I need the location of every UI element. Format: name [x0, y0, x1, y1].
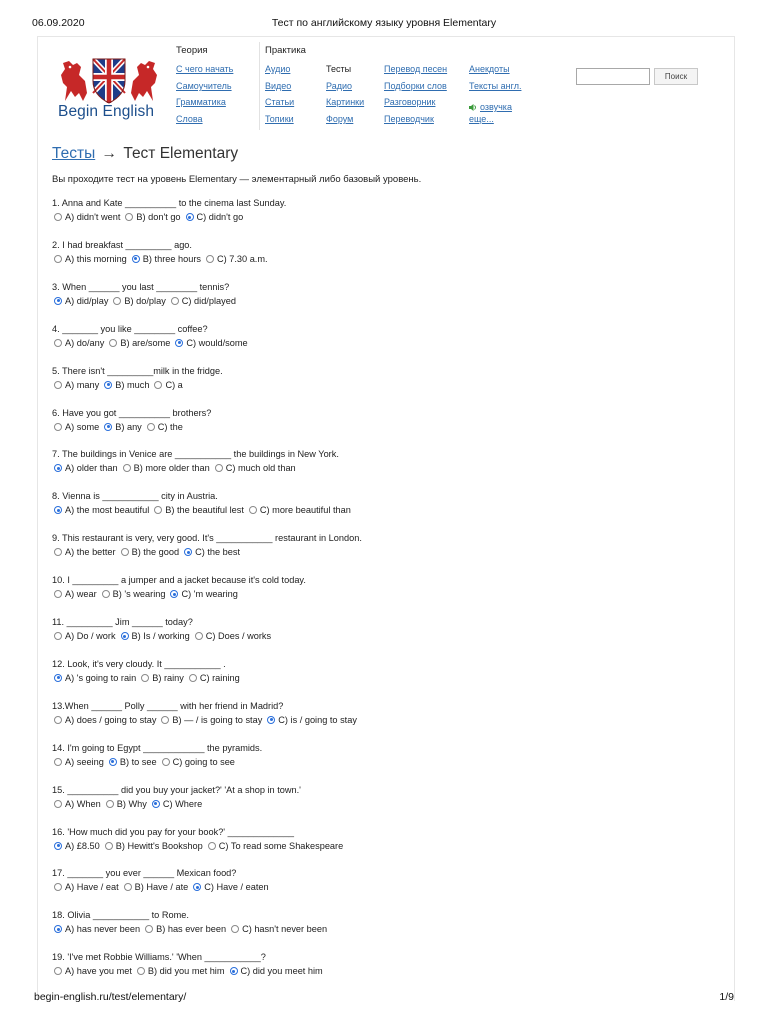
radio-selected[interactable]: [132, 255, 140, 263]
answer-option-label: A) older than: [65, 463, 118, 474]
answer-option-label: C) didn't go: [196, 212, 244, 222]
answer-options: [54, 631, 276, 641]
answer-option[interactable]: [104, 380, 149, 390]
answer-options: [54, 841, 348, 851]
answer-option-label: C) hasn't never been: [242, 924, 328, 935]
radio-selected[interactable]: [186, 213, 194, 221]
print-footer: [34, 991, 734, 1005]
nav-voiceover[interactable]: [469, 97, 512, 115]
answer-option[interactable]: [267, 715, 357, 725]
nav-link-more[interactable]: еще...: [469, 114, 494, 124]
answer-option[interactable]: [104, 422, 142, 432]
print-url: begin-english.ru/test/elementary/: [34, 991, 187, 1003]
nav-link-grammar[interactable]: Грамматика: [176, 97, 226, 107]
answer-options: [54, 882, 274, 892]
answer-option[interactable]: [54, 799, 101, 809]
answer-option-label: A) do/any: [65, 337, 105, 348]
answer-option-label: C) 7.30 a.m.: [217, 253, 268, 264]
answer-options: [54, 338, 253, 348]
answer-option[interactable]: [230, 966, 323, 976]
answer-option-label: C) the: [157, 421, 183, 432]
radio-selected[interactable]: [54, 464, 62, 472]
answer-option-label: C) did you meet him: [240, 966, 323, 977]
radio-unselected[interactable]: [54, 381, 62, 389]
nav-link-forum[interactable]: Форум: [326, 114, 354, 124]
print-header: [32, 17, 736, 31]
search-button[interactable]: Поиск: [654, 68, 698, 85]
answer-option[interactable]: [154, 380, 182, 390]
answer-option[interactable]: [231, 924, 327, 934]
answer-option-label: A) many: [65, 379, 100, 390]
radio-unselected[interactable]: [125, 213, 133, 221]
radio-unselected[interactable]: [106, 800, 114, 808]
question-text: 6. Have you got __________ brothers?: [52, 407, 212, 418]
question-text: 9. This restaurant is very, very good. It's ___________ restaurant in London.: [52, 533, 362, 544]
answer-option[interactable]: [206, 254, 268, 264]
answer-option-label: B) — / is going to stay: [172, 714, 263, 725]
question-text: 15. __________ did you buy your jacket?' 'At a shop in town.': [52, 784, 301, 795]
radio-unselected[interactable]: [154, 506, 162, 514]
answer-option[interactable]: [162, 757, 235, 767]
radio-unselected[interactable]: [124, 883, 132, 891]
answer-option[interactable]: [152, 799, 202, 809]
answer-options: [54, 757, 240, 767]
answer-option[interactable]: [195, 631, 271, 641]
page-title: Тест Elementary: [123, 145, 239, 162]
radio-unselected[interactable]: [171, 297, 179, 305]
answer-option-label: B) the good: [131, 547, 180, 558]
nav-link-tests[interactable]: Тесты: [326, 64, 352, 74]
radio-selected[interactable]: [121, 632, 129, 640]
answer-option[interactable]: [54, 924, 140, 934]
answer-options: [54, 505, 356, 515]
answer-option[interactable]: [121, 547, 180, 557]
answer-option[interactable]: [113, 296, 165, 306]
question-text: 13.When ______ Polly ______ with her friend in Madrid?: [52, 700, 284, 711]
nav-link-video[interactable]: Видео: [265, 81, 292, 91]
answer-option-label: A) has never been: [65, 924, 141, 935]
answer-option[interactable]: [54, 380, 99, 390]
print-date: 06.09.2020: [32, 17, 85, 29]
answer-option-label: A) £8.50: [65, 840, 100, 851]
question-text: 7. The buildings in Venice are ___________ the buildings in New York.: [52, 449, 339, 460]
radio-unselected[interactable]: [208, 842, 216, 850]
print-title: Тест по английскому языку уровня Elementary: [271, 17, 497, 29]
nav-heading-theory: Теория: [176, 45, 208, 56]
breadcrumb: [52, 145, 238, 163]
nav-link-pictures[interactable]: Картинки: [326, 97, 365, 107]
answer-option[interactable]: [137, 966, 225, 976]
answer-option[interactable]: [54, 505, 149, 515]
answer-option[interactable]: [147, 422, 183, 432]
answer-option-label: B) more older than: [133, 463, 210, 474]
answer-option-label: C) is / going to stay: [278, 714, 357, 725]
nav-link-english-texts[interactable]: Тексты англ.: [469, 81, 522, 91]
answer-option-label: A) When: [65, 798, 101, 809]
answer-options: [54, 799, 207, 809]
answer-option-label: C) 'm wearing: [181, 589, 238, 600]
radio-selected[interactable]: [104, 381, 112, 389]
answer-option-label: A) have you met: [65, 966, 132, 977]
answer-option[interactable]: [105, 841, 203, 851]
answer-option-label: B) are/some: [120, 337, 171, 348]
answer-option[interactable]: [123, 463, 210, 473]
logo-text: Begin English: [58, 103, 155, 120]
question-text: 8. Vienna is ___________ city in Austria.: [52, 491, 218, 502]
radio-unselected[interactable]: [249, 506, 257, 514]
nav-link-self-study[interactable]: Самоучитель: [176, 81, 232, 91]
radio-selected[interactable]: [230, 967, 238, 975]
answer-option[interactable]: [154, 505, 244, 515]
radio-selected[interactable]: [54, 842, 62, 850]
answer-options: [54, 547, 245, 557]
nav-link-song-translation[interactable]: Перевод песен: [384, 64, 448, 74]
answer-option[interactable]: [54, 338, 104, 348]
answer-option-label: C) Where: [162, 798, 203, 809]
answer-option[interactable]: [102, 589, 166, 599]
lions-flag-emblem-icon: [57, 53, 161, 105]
answer-option-label: C) Have / eaten: [204, 882, 269, 893]
answer-option[interactable]: [54, 882, 119, 892]
answer-option[interactable]: [109, 338, 170, 348]
answer-option-label: C) To read some Shakespeare: [218, 840, 344, 851]
answer-option-label: B) 's wearing: [112, 589, 166, 600]
answer-option[interactable]: [54, 841, 100, 851]
answer-option-label: B) Is / working: [131, 631, 190, 641]
answer-option-label: B) three hours: [142, 253, 202, 264]
search-input[interactable]: [576, 68, 650, 85]
question-text: 2. I had breakfast _________ ago.: [52, 239, 192, 250]
answer-option-label: A) wear: [65, 589, 97, 600]
radio-unselected[interactable]: [231, 925, 239, 933]
answer-option[interactable]: [54, 212, 120, 222]
answer-option[interactable]: [54, 463, 118, 473]
answer-option[interactable]: [54, 254, 127, 264]
question-text: 3. When ______ you last ________ tennis?: [52, 281, 230, 292]
answer-option[interactable]: [249, 505, 351, 515]
radio-unselected[interactable]: [54, 883, 62, 891]
radio-unselected[interactable]: [54, 590, 62, 598]
question-text: 17. _______ you ever ______ Mexican food?: [52, 868, 237, 879]
answer-option-label: B) don't go: [136, 212, 181, 222]
answer-option[interactable]: [161, 715, 262, 725]
answer-option-label: C) a: [165, 379, 183, 390]
radio-selected[interactable]: [193, 883, 201, 891]
question-text: 5. There isn't _________milk in the fridge.: [52, 365, 223, 376]
breadcrumb-tests-link[interactable]: Тесты: [52, 145, 96, 162]
answer-option-label: B) Have / ate: [134, 882, 189, 893]
answer-options: [54, 966, 328, 976]
question-text: 1. Anna and Kate __________ to the cinema last Sunday.: [52, 198, 287, 208]
radio-unselected[interactable]: [154, 381, 162, 389]
radio-selected[interactable]: [170, 590, 178, 598]
question-text: 16. 'How much did you pay for your book?' _____________: [52, 826, 295, 837]
answer-option[interactable]: [125, 212, 180, 222]
nav-link-translator[interactable]: Переводчик: [384, 114, 434, 124]
answer-options: [54, 589, 243, 599]
answer-option[interactable]: [54, 631, 116, 641]
radio-selected[interactable]: [54, 506, 62, 514]
radio-selected[interactable]: [104, 423, 112, 431]
radio-unselected[interactable]: [105, 842, 113, 850]
answer-options: [54, 422, 188, 432]
answer-option-label: A) the better: [65, 547, 116, 558]
answer-option-label: A) this morning: [65, 253, 127, 264]
nav-link-words[interactable]: Слова: [176, 114, 203, 124]
radio-unselected[interactable]: [121, 548, 129, 556]
answer-option-label: C) did/played: [181, 295, 236, 306]
answer-option-label: B) did you met him: [147, 966, 225, 977]
answer-option-label: A) did/play: [65, 295, 109, 306]
answer-option-label: A) Do / work: [65, 631, 116, 641]
answer-option[interactable]: [208, 841, 343, 851]
nav-link-start[interactable]: С чего начать: [176, 64, 234, 74]
answer-option[interactable]: [186, 212, 244, 222]
radio-unselected[interactable]: [141, 674, 149, 682]
breadcrumb-arrow: →: [101, 145, 118, 162]
answer-option-label: B) the beautiful lest: [165, 505, 244, 516]
radio-selected[interactable]: [184, 548, 192, 556]
radio-unselected[interactable]: [102, 590, 110, 598]
nav-link-topics[interactable]: Топики: [265, 114, 294, 124]
radio-selected[interactable]: [54, 674, 62, 682]
answer-option-label: A) seeing: [65, 756, 104, 767]
answer-option-label: A) Have / eat: [65, 882, 119, 893]
answer-option-label: C) the best: [195, 547, 241, 558]
radio-unselected[interactable]: [162, 758, 170, 766]
answer-option[interactable]: [106, 799, 147, 809]
answer-options: [54, 212, 248, 222]
answer-option[interactable]: [54, 422, 99, 432]
answer-option-label: A) didn't went: [65, 212, 121, 222]
radio-unselected[interactable]: [54, 758, 62, 766]
nav-heading-practice: Практика: [265, 45, 306, 56]
answer-option-label: B) Why: [116, 798, 147, 809]
intro-text: Вы проходите тест на уровень Elementary — элементарный либо базовый уровень.: [52, 174, 422, 185]
answer-option[interactable]: [54, 547, 116, 557]
answer-option[interactable]: [54, 673, 136, 683]
answer-option[interactable]: [121, 631, 190, 641]
radio-unselected[interactable]: [206, 255, 214, 263]
answer-option-label: C) much old than: [225, 463, 296, 474]
question-text: 4. _______ you like ________ coffee?: [52, 323, 208, 334]
nav-link-phrasebook[interactable]: Разговорник: [384, 97, 436, 107]
radio-selected[interactable]: [54, 297, 62, 305]
radio-selected[interactable]: [152, 800, 160, 808]
nav-link-voiceover[interactable]: озвучка: [480, 102, 512, 112]
answer-option[interactable]: [171, 296, 236, 306]
question-text: 12. Look, it's very cloudy. It ___________ .: [52, 658, 226, 669]
radio-unselected[interactable]: [54, 967, 62, 975]
answer-option[interactable]: [54, 715, 156, 725]
site-logo[interactable]: [57, 53, 165, 125]
answer-option-label: B) do/play: [124, 295, 166, 306]
answer-option[interactable]: [215, 463, 296, 473]
answer-options: [54, 673, 245, 683]
answer-option[interactable]: [54, 966, 132, 976]
answer-option-label: B) Hewitt's Bookshop: [115, 840, 203, 851]
nav-divider: [259, 42, 260, 130]
answer-option[interactable]: [184, 547, 240, 557]
answer-option-label: A) the most beautiful: [65, 505, 150, 516]
nav-link-word-sets[interactable]: Подборки слов: [384, 81, 447, 91]
question-text: 14. I'm going to Egypt ____________ the pyramids.: [52, 742, 263, 753]
radio-unselected[interactable]: [113, 297, 121, 305]
answer-options: [54, 296, 241, 306]
answer-option-label: A) 's going to rain: [65, 672, 137, 683]
answer-option[interactable]: [145, 924, 226, 934]
radio-unselected[interactable]: [54, 716, 62, 724]
radio-unselected[interactable]: [54, 339, 62, 347]
answer-option-label: A) some: [65, 421, 100, 432]
radio-selected[interactable]: [267, 716, 275, 724]
answer-option-label: B) has ever been: [156, 924, 227, 935]
answer-option[interactable]: [141, 673, 184, 683]
radio-unselected[interactable]: [109, 339, 117, 347]
answer-option-label: B) rainy: [152, 672, 184, 683]
radio-unselected[interactable]: [195, 632, 203, 640]
answer-option[interactable]: [54, 757, 104, 767]
question-text: 19. 'I've met Robbie Williams.' 'When ___________?: [52, 952, 266, 963]
question-text: 10. I _________ a jumper and a jacket because it's cold today.: [52, 575, 306, 586]
radio-unselected[interactable]: [54, 800, 62, 808]
print-page-number: 1/9: [719, 991, 734, 1003]
radio-unselected[interactable]: [54, 632, 62, 640]
radio-unselected[interactable]: [54, 255, 62, 263]
radio-unselected[interactable]: [137, 967, 145, 975]
answer-option-label: C) more beautiful than: [259, 505, 351, 516]
answer-options: [54, 715, 362, 725]
radio-unselected[interactable]: [189, 674, 197, 682]
answer-option[interactable]: [54, 296, 108, 306]
answer-option-label: C) would/some: [186, 337, 248, 348]
radio-unselected[interactable]: [54, 423, 62, 431]
nav-link-radio[interactable]: Радио: [326, 81, 352, 91]
answer-options: [54, 463, 301, 473]
answer-option[interactable]: [193, 882, 268, 892]
radio-unselected[interactable]: [161, 716, 169, 724]
question-text: 11. _________ Jim ______ today?: [52, 617, 193, 627]
nav-link-jokes[interactable]: Анекдоты: [469, 64, 510, 74]
radio-selected[interactable]: [54, 925, 62, 933]
answer-option-label: B) to see: [119, 756, 157, 767]
answer-option[interactable]: [124, 882, 189, 892]
radio-unselected[interactable]: [54, 213, 62, 221]
answer-option[interactable]: [175, 338, 247, 348]
answer-option-label: C) Does / works: [205, 631, 272, 641]
radio-unselected[interactable]: [54, 548, 62, 556]
radio-unselected[interactable]: [145, 925, 153, 933]
radio-selected[interactable]: [109, 758, 117, 766]
radio-unselected[interactable]: [123, 464, 131, 472]
answer-option-label: A) does / going to stay: [65, 714, 157, 725]
radio-unselected[interactable]: [215, 464, 223, 472]
answer-option-label: B) much: [115, 379, 150, 390]
radio-selected[interactable]: [175, 339, 183, 347]
answer-option-label: C) going to see: [172, 756, 235, 767]
answer-options: [54, 380, 188, 390]
answer-options: [54, 254, 273, 264]
speaker-icon: [469, 104, 477, 111]
answer-option-label: C) raining: [199, 672, 240, 683]
answer-option[interactable]: [189, 673, 240, 683]
answer-options: [54, 924, 332, 934]
question-text: 18. Olivia ___________ to Rome.: [52, 910, 189, 921]
answer-option[interactable]: [54, 589, 97, 599]
answer-option[interactable]: [109, 757, 157, 767]
answer-option[interactable]: [170, 589, 237, 599]
radio-unselected[interactable]: [147, 423, 155, 431]
nav-link-articles[interactable]: Статьи: [265, 97, 295, 107]
answer-option-label: B) any: [115, 421, 142, 432]
nav-link-audio[interactable]: Аудио: [265, 64, 291, 74]
answer-option[interactable]: [132, 254, 201, 264]
